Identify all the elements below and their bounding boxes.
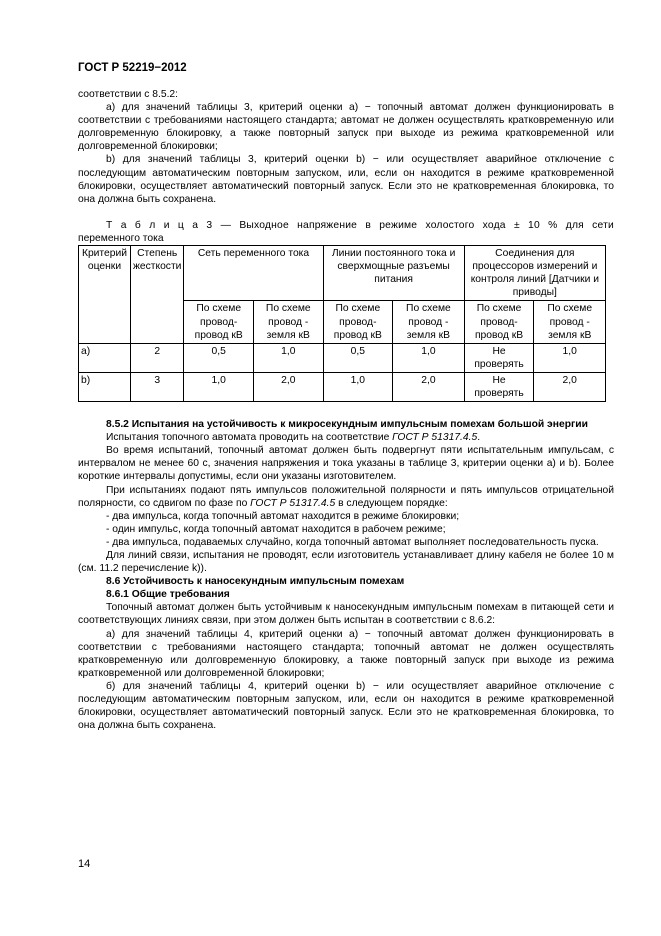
section-8-6-1-b: б) для значений таблицы 4, критерий оценки b) − или осуществляет аварийное отключение с последующим автоматическим повторным запуском, или, если он находится в режиме кратковременной блокировки, осуществляет автоматический повторный запуск. Если это не кратковременная блокировка, то она должна быть сохранена. bbox=[78, 680, 614, 732]
table-row bbox=[79, 372, 606, 401]
document-body bbox=[78, 88, 614, 732]
header-criteria: Критерий оценки bbox=[79, 246, 131, 344]
cell-dc-pg: 2,0 bbox=[393, 372, 465, 401]
text-span: в следующем порядке: bbox=[335, 497, 448, 509]
header-ac: Сеть переменного тока bbox=[184, 246, 323, 301]
table-row bbox=[79, 343, 606, 372]
header-io: Соединения для процессоров измерений и контроля линий [Датчики и приводы] bbox=[464, 246, 605, 301]
subheader-ac-pp: По схеме провод-провод кВ bbox=[184, 301, 254, 343]
section-8-5-2-p3 bbox=[78, 484, 614, 510]
voltage-table bbox=[78, 245, 606, 402]
page-number: 14 bbox=[78, 858, 91, 870]
paragraph-b: b) для значений таблицы 3, критерий оценки b) − или осуществляет аварийное отключение с последующим автоматическим повторным запуском, или, если он находится в режиме кратковременной блокировки, осуществляет автоматический повторный запуск. Если это не кратковременная блокировка, то она должна быть сохранена. bbox=[78, 154, 614, 205]
intro-text: соответствии с 8.5.2: bbox=[78, 89, 179, 100]
section-8-5-2-p4: Для линий связи, испытания не проводят, если изготовитель устанавливает длину кабеля не более 10 м (см. 11.2 перечисление k)). bbox=[78, 550, 614, 575]
list-item: - один импульс, когда топочный автомат находится в рабочем режиме; bbox=[106, 523, 446, 535]
subheader-ac-pg: По схеме провод - земля кВ bbox=[254, 301, 324, 343]
section-8-5-2-title: 8.5.2 Испытания на устойчивость к микросекундным импульсным помехам большой энергии bbox=[106, 419, 588, 431]
cell-ac-pg: 1,0 bbox=[254, 343, 324, 372]
paragraph-a: а) для значений таблицы 3, критерий оценки а) − топочный автомат должен функционировать в соответствии с требованиями настоящего стандарта; автомат не должен осуществлять кратковременную или долговременную блокировку, а также повторный запуск при выходе из режима кратковременной или долговременной блокировки; bbox=[78, 102, 614, 153]
section-8-6-title: 8.6 Устойчивость к наносекундным импульсным помехам bbox=[106, 576, 405, 588]
text-span: При испытаниях подают пять импульсов положительной полярности и пять импульсов отрицательной полярности, со сдвигом по фазе по bbox=[78, 484, 614, 509]
cell-ac-pp: 0,5 bbox=[184, 343, 254, 372]
section-8-6-1-p1: Топочный автомат должен быть устойчивым к наносекундным импульсным помехам в питающей сети и соответствующих линиях связи, при этом должен быть испытан в соответствии с 8.6.2: bbox=[78, 602, 614, 627]
subheader-dc-pg: По схеме провод - земля кВ bbox=[393, 301, 465, 343]
text-span: Испытания топочного автомата проводить на соответствие bbox=[106, 432, 393, 444]
cell-dc-pp: 0,5 bbox=[323, 343, 393, 372]
document-header: ГОСТ Р 52219−2012 bbox=[78, 62, 187, 74]
subheader-io-pp: По схеме провод-провод кВ bbox=[464, 301, 534, 343]
subheader-dc-pp: По схеме провод-провод кВ bbox=[323, 301, 393, 343]
section-8-6-1-a: а) для значений таблицы 4, критерий оценки а) − топочный автомат должен функционировать в соответствии с требованиями настоящего стандарта; топочный автомат не должен осуществлять кратковременную или долговременную блокировку, а также повторный запуск при выходе из режима кратковременной или долговременной блокировки; bbox=[78, 628, 614, 679]
cell-io-pg: 2,0 bbox=[534, 372, 606, 401]
list-item: - два импульса, подаваемых случайно, когда топочный автомат выполняет последовательность пуска. bbox=[106, 536, 599, 548]
cell-io-pp: Не проверять bbox=[464, 343, 534, 372]
list-item: - два импульса, когда топочный автомат находится в режиме блокировки; bbox=[106, 510, 460, 522]
table-caption-continued: переменного тока bbox=[78, 232, 164, 244]
text-span: . bbox=[477, 432, 481, 444]
subheader-io-pg: По схеме провод - земля кВ bbox=[534, 301, 606, 343]
cell-dc-pp: 1,0 bbox=[323, 372, 393, 401]
section-8-5-2-p2: Во время испытаний, топочный автомат должен быть подвергнут пяти испытательным импульсам, с интервалом не менее 60 с, значения напряжения и тока указаны в таблице 3, критерии оценки a) и b). Более короткие интервалы допустимы, если они указаны изготовителем. bbox=[78, 445, 614, 483]
cell-level: 3 bbox=[130, 372, 183, 401]
standard-reference: ГОСТ Р 51317.4.5 bbox=[250, 497, 336, 509]
cell-ac-pg: 2,0 bbox=[254, 372, 324, 401]
standard-reference: ГОСТ Р 51317.4.5 bbox=[392, 432, 478, 444]
cell-level: 2 bbox=[130, 343, 183, 372]
cell-ac-pp: 1,0 bbox=[184, 372, 254, 401]
section-8-5-2-p1 bbox=[78, 431, 614, 444]
cell-criteria: a) bbox=[79, 343, 131, 372]
cell-io-pg: 1,0 bbox=[534, 343, 606, 372]
cell-criteria: b) bbox=[79, 372, 131, 401]
section-8-6-1-title: 8.6.1 Общие требования bbox=[106, 589, 230, 601]
table-caption: Т а б л и ц а 3 — Выходное напряжение в режиме холостого хода ± 10 % для сети bbox=[106, 219, 614, 231]
cell-dc-pg: 1,0 bbox=[393, 343, 465, 372]
header-dc: Линии постоянного тока и сверхмощные разъемы питания bbox=[323, 246, 464, 301]
header-level: Степень жесткости bbox=[130, 246, 183, 344]
table-header-row bbox=[79, 246, 606, 301]
cell-io-pp: Не проверять bbox=[464, 372, 534, 401]
